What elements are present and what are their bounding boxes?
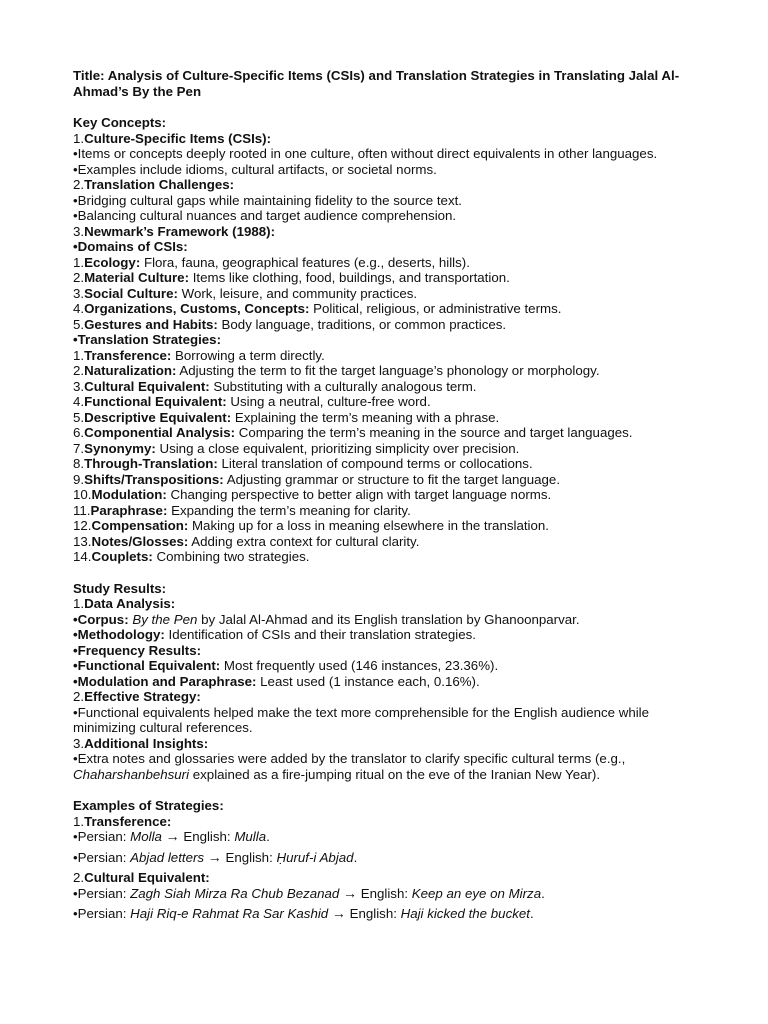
strategy-desc: Borrowing a term directly.	[171, 347, 325, 363]
persian-prefix: •Persian:	[73, 829, 131, 844]
domain-number: 1.	[73, 254, 85, 270]
study-results-heading	[73, 581, 708, 597]
strategy-term: Modulation:	[91, 487, 167, 502]
strategy-desc: Substituting with a culturally analogous term.	[209, 378, 477, 394]
strategy-desc: Expanding the term’s meaning for clarity.	[167, 502, 411, 518]
modulation-line	[73, 674, 708, 690]
study-results-heading-text: Study Results:	[73, 580, 167, 596]
domain-term: Material Culture:	[84, 270, 190, 285]
strategy-term: Cultural Equivalent:	[84, 378, 210, 394]
strategy-term: Couplets:	[91, 549, 153, 564]
arrow-right-icon: →	[207, 848, 222, 865]
domain-item	[73, 255, 708, 271]
domain-desc: Political, religious, or administrative terms.	[309, 301, 562, 316]
strategy-desc: Combining two strategies.	[152, 549, 310, 564]
persian-term: Molla	[130, 829, 162, 844]
example-end: .	[529, 906, 534, 921]
challenges-number: 2.	[73, 177, 85, 192]
strategy-desc: Adjusting grammar or structure to fit the target language.	[223, 471, 561, 487]
effective-text: •Functional equivalents helped make the text more comprehensible for the English audience while minimizing cultural references.	[73, 704, 650, 735]
domain-number: 3.	[73, 285, 85, 301]
english-prefix: English:	[357, 885, 412, 901]
strategy-desc: Adjusting the term to fit the target language’s phonology or morphology.	[176, 363, 600, 378]
insights-number: 3.	[73, 735, 85, 751]
examples-heading-text: Examples of Strategies:	[73, 798, 224, 813]
arrow-right-icon: →	[343, 884, 358, 901]
example-end: .	[353, 849, 358, 865]
english-prefix: English:	[221, 849, 277, 865]
example-item	[73, 906, 708, 922]
newmark-label: Newmark’s Framework (1988):	[84, 223, 276, 239]
strategy-item	[73, 456, 708, 472]
strategy-item	[73, 410, 708, 426]
strategy-term: Naturalization:	[84, 363, 177, 378]
domain-item	[73, 270, 708, 286]
strategy-desc: Explaining the term’s meaning with a phrase.	[231, 409, 500, 425]
strategy-item	[73, 487, 708, 503]
frequency-label: •Frequency Results:	[73, 642, 202, 658]
challenges-bullet-2: •Balancing cultural nuances and target audience comprehension.	[73, 208, 457, 223]
domain-desc: Body language, traditions, or common practices.	[217, 316, 507, 332]
strategy-number: 4.	[73, 394, 85, 409]
domain-number: 4.	[73, 301, 85, 316]
persian-term: Abjad letters	[130, 849, 205, 865]
functional-text: Most frequently used (146 instances, 23.36%).	[220, 658, 499, 673]
corpus-line	[73, 612, 708, 628]
data-analysis-label: Data Analysis:	[84, 596, 176, 611]
strategy-number: 12.	[73, 518, 92, 533]
strategy-term: Compensation:	[91, 518, 189, 533]
insights-heading	[73, 736, 708, 752]
strategy-desc: Comparing the term’s meaning in the source and target languages.	[235, 425, 633, 440]
example-end: .	[266, 829, 270, 844]
example-item	[73, 886, 708, 902]
domain-number: 2.	[73, 270, 85, 285]
data-analysis-number: 1.	[73, 596, 85, 611]
challenges-bullet-1: •Bridging cultural gaps while maintaining fidelity to the source text.	[73, 192, 462, 208]
strategy-item	[73, 363, 708, 379]
domain-item	[73, 286, 708, 302]
example-group-number: 1.	[73, 813, 85, 829]
strategy-number: 2.	[73, 363, 85, 378]
strategy-desc: Using a close equivalent, prioritizing simplicity over precision.	[155, 440, 520, 456]
csi-bullet-1: •Items or concepts deeply rooted in one culture, often without direct equivalents in other languages.	[73, 146, 658, 161]
strategy-item	[73, 348, 708, 364]
methodology-text: Identification of CSIs and their translation strategies.	[164, 627, 476, 642]
insights-term: Chaharshanbehsuri	[73, 766, 190, 782]
persian-prefix: •Persian:	[73, 885, 131, 901]
domains-heading	[73, 239, 708, 255]
challenges-label: Translation Challenges:	[84, 177, 235, 192]
english-term: Keep an eye on Mirza	[411, 885, 542, 901]
example-item	[73, 829, 708, 845]
modulation-text: Least used (1 instance each, 0.16%).	[256, 673, 480, 689]
strategy-term: Through-Translation:	[84, 456, 218, 471]
effective-heading	[73, 689, 708, 705]
domain-number: 5.	[73, 316, 85, 332]
strategy-number: 1.	[73, 347, 85, 363]
example-item	[73, 850, 708, 866]
insights-label: Additional Insights:	[84, 735, 209, 751]
examples-heading	[73, 798, 708, 814]
strategy-number: 5.	[73, 409, 85, 425]
effective-number: 2.	[73, 689, 85, 704]
frequency-heading	[73, 643, 708, 659]
effective-label: Effective Strategy:	[84, 689, 201, 704]
challenges-heading	[73, 177, 708, 193]
modulation-label: •Modulation and Paraphrase:	[73, 673, 257, 689]
strategy-desc: Using a neutral, culture-free word.	[226, 394, 431, 409]
methodology-line	[73, 627, 708, 643]
methodology-label: •Methodology:	[73, 627, 165, 642]
strategy-item	[73, 534, 708, 550]
csi-heading	[73, 131, 708, 147]
english-prefix: English:	[345, 906, 401, 921]
strategy-number: 3.	[73, 378, 85, 394]
strategies-list	[73, 348, 708, 565]
strategy-number: 13.	[73, 533, 92, 549]
insights-text-1: •Extra notes and glossaries were added by the translator to clarify specific cultural terms (e.g.,	[73, 751, 626, 766]
strategy-number: 6.	[73, 425, 85, 440]
example-group-heading	[73, 870, 708, 886]
domain-term: Ecology:	[84, 254, 141, 270]
strategies-heading	[73, 332, 708, 348]
strategy-term: Descriptive Equivalent:	[84, 409, 232, 425]
strategy-number: 11.	[73, 502, 91, 518]
english-term: Mulla	[234, 829, 267, 844]
key-concepts-heading	[73, 115, 708, 131]
strategy-item	[73, 549, 708, 565]
persian-term: Zagh Siah Mirza Ra Chub Bezanad	[130, 885, 340, 901]
strategy-number: 7.	[73, 440, 85, 456]
english-term: Haji kicked the bucket	[400, 906, 530, 921]
example-group-heading	[73, 814, 708, 830]
key-concepts-heading-text: Key Concepts:	[73, 115, 167, 130]
strategy-term: Componential Analysis:	[84, 425, 236, 440]
domain-desc: Items like clothing, food, buildings, and transportation.	[189, 270, 510, 285]
persian-term: Haji Riq-e Rahmat Ra Sar Kashid	[130, 906, 329, 921]
persian-prefix: •Persian:	[73, 906, 131, 921]
domain-term: Organizations, Customs, Concepts:	[84, 301, 310, 316]
strategy-desc: Changing perspective to better align with target language norms.	[166, 487, 552, 502]
domain-term: Social Culture:	[84, 285, 178, 301]
csi-number: 1.	[73, 130, 85, 146]
insights-text-2: explained as a fire-jumping ritual on the eve of the Iranian New Year).	[189, 766, 601, 782]
domain-desc: Work, leisure, and community practices.	[177, 285, 418, 301]
strategy-number: 8.	[73, 456, 85, 471]
newmark-heading	[73, 224, 708, 240]
strategy-term: Shifts/Transpositions:	[84, 471, 224, 487]
strategy-item	[73, 425, 708, 441]
example-group-number: 2.	[73, 870, 85, 885]
corpus-label: •Corpus:	[73, 611, 129, 627]
strategy-item	[73, 394, 708, 410]
strategy-item	[73, 518, 708, 534]
domain-desc: Flora, fauna, geographical features (e.g., deserts, hills).	[140, 254, 470, 270]
strategy-term: Synonymy:	[84, 440, 156, 456]
strategy-desc: Making up for a loss in meaning elsewhere in the translation.	[188, 518, 549, 533]
strategy-number: 10.	[73, 487, 92, 502]
strategy-term: Notes/Glosses:	[91, 533, 189, 549]
domains-list	[73, 255, 708, 333]
strategy-number: 14.	[73, 549, 92, 564]
strategy-item	[73, 503, 708, 519]
arrow-right-icon: →	[165, 828, 180, 844]
corpus-title: By the Pen	[132, 611, 198, 627]
strategy-term: Functional Equivalent:	[84, 394, 227, 409]
insights-text	[73, 751, 708, 782]
newmark-number: 3.	[73, 223, 85, 239]
strategy-term: Transference:	[84, 347, 172, 363]
domain-item	[73, 317, 708, 333]
arrow-right-icon: →	[331, 905, 346, 921]
strategies-label: •Translation Strategies:	[73, 332, 222, 347]
example-group-label: Cultural Equivalent:	[84, 870, 210, 885]
csi-bullet-2: •Examples include idioms, cultural artifacts, or societal norms.	[73, 161, 437, 177]
strategy-desc: Adding extra context for cultural clarity.	[188, 533, 420, 549]
corpus-rest: by Jalal Al-Ahmad and its English translation by Ghanoonparvar.	[197, 611, 580, 627]
domains-label: •Domains of CSIs:	[73, 239, 188, 254]
data-analysis-heading	[73, 596, 708, 612]
english-prefix: English:	[179, 829, 235, 844]
csi-label: Culture-Specific Items (CSIs):	[84, 130, 272, 146]
strategy-desc: Literal translation of compound terms or collocations.	[217, 456, 533, 471]
domain-item	[73, 301, 708, 317]
example-group-label: Transference:	[84, 813, 172, 829]
functional-label: •Functional Equivalent:	[73, 658, 221, 673]
strategy-number: 9.	[73, 471, 85, 487]
strategy-item	[73, 379, 708, 395]
domain-term: Gestures and Habits:	[84, 316, 218, 332]
strategy-item	[73, 441, 708, 457]
document-title: Title: Analysis of Culture-Specific Items (CSIs) and Translation Strategies in Translating Jalal Al-Ahmad’s By the Pen	[73, 68, 680, 99]
strategy-item	[73, 472, 708, 488]
functional-line	[73, 658, 708, 674]
persian-prefix: •Persian:	[73, 849, 131, 865]
strategy-term: Paraphrase:	[90, 502, 168, 518]
english-term: Ḥuruf-i Abjad	[276, 849, 354, 865]
example-end: .	[541, 885, 545, 901]
